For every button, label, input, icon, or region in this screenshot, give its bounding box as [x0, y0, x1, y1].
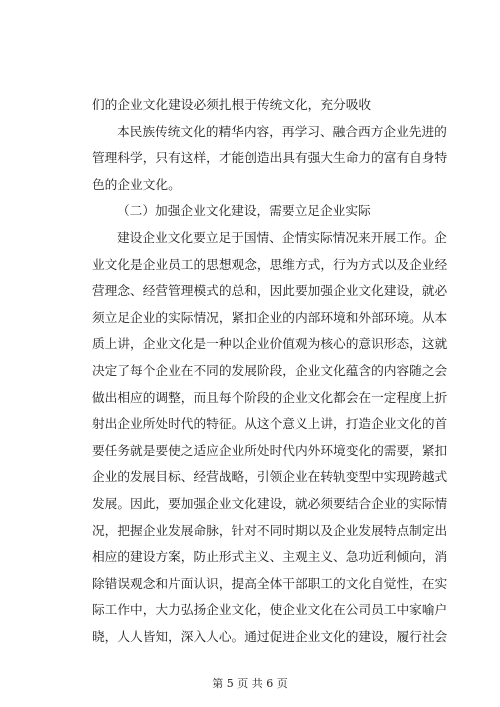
paragraph-line: 相应的建设方案，防止形式主义、主观主义、急功近利倾向，消 — [92, 549, 448, 565]
paragraph-line: 业文化是企业员工的思想观念，思维方式，行为方式以及企业经 — [92, 256, 448, 272]
paragraph-line: 本民族传统文化的精华内容，再学习、融合西方企业先进的 — [117, 123, 447, 139]
page-number-footer: 第 5 页 共 6 页 — [212, 677, 288, 690]
paragraph-line: 营理念、经营管理模式的总和，因此要加强企业文化建设，就必 — [92, 283, 448, 299]
paragraph-line: 际工作中，大力弘扬企业文化，使企业文化在公司员工中家喻户 — [92, 602, 448, 618]
section-heading: （二）加强企业文化建设，需要立足企业实际 — [117, 203, 371, 219]
body-text — [92, 92, 448, 650]
paragraph-line: 质上讲，企业文化是一种以企业价值观为核心的意识形态，这就 — [92, 336, 448, 352]
paragraph-line: 决定了每个企业在不同的发展阶段，企业文化蕴含的内容随之会 — [92, 362, 448, 378]
paragraph-line: 除错误观念和片面认识，提高全体干部职工的文化自觉性，在实 — [92, 575, 448, 591]
paragraph-line: 建设企业文化要立足于国情、企情实际情况来开展工作。企 — [117, 229, 447, 245]
paragraph-line: 况，把握企业发展命脉，针对不同时期以及企业发展特点制定出 — [92, 522, 448, 538]
paragraph-line: 要任务就是要使之适应企业所处时代内外环境变化的需要，紧扣 — [92, 442, 448, 458]
paragraph-line: 发展。因此，要加强企业文化建设，就必须要结合企业的实际情 — [92, 495, 448, 511]
paragraph-line: 须立足企业的实际情况，紧扣企业的内部环境和外部环境。从本 — [92, 309, 448, 325]
paragraph-line: 射出企业所处时代的特征。从这个意义上讲，打造企业文化的首 — [92, 416, 448, 432]
paragraph-line: 做出相应的调整，而且每个阶段的企业文化都会在一定程度上折 — [92, 389, 448, 405]
paragraph-line: 企业的发展目标、经营战略，引领企业在转轨变型中实现跨越式 — [92, 469, 448, 485]
paragraph-line: 们的企业文化建设必须扎根于传统文化，充分吸收 — [92, 97, 372, 112]
paragraph-line: 管理科学，只有这样，才能创造出具有强大生命力的富有自身特 — [92, 150, 448, 166]
paragraph-line: 色的企业文化。 — [92, 176, 181, 192]
paragraph-line: 晓，人人皆知，深入人心。通过促进企业文化的建设，履行社会 — [92, 628, 448, 644]
